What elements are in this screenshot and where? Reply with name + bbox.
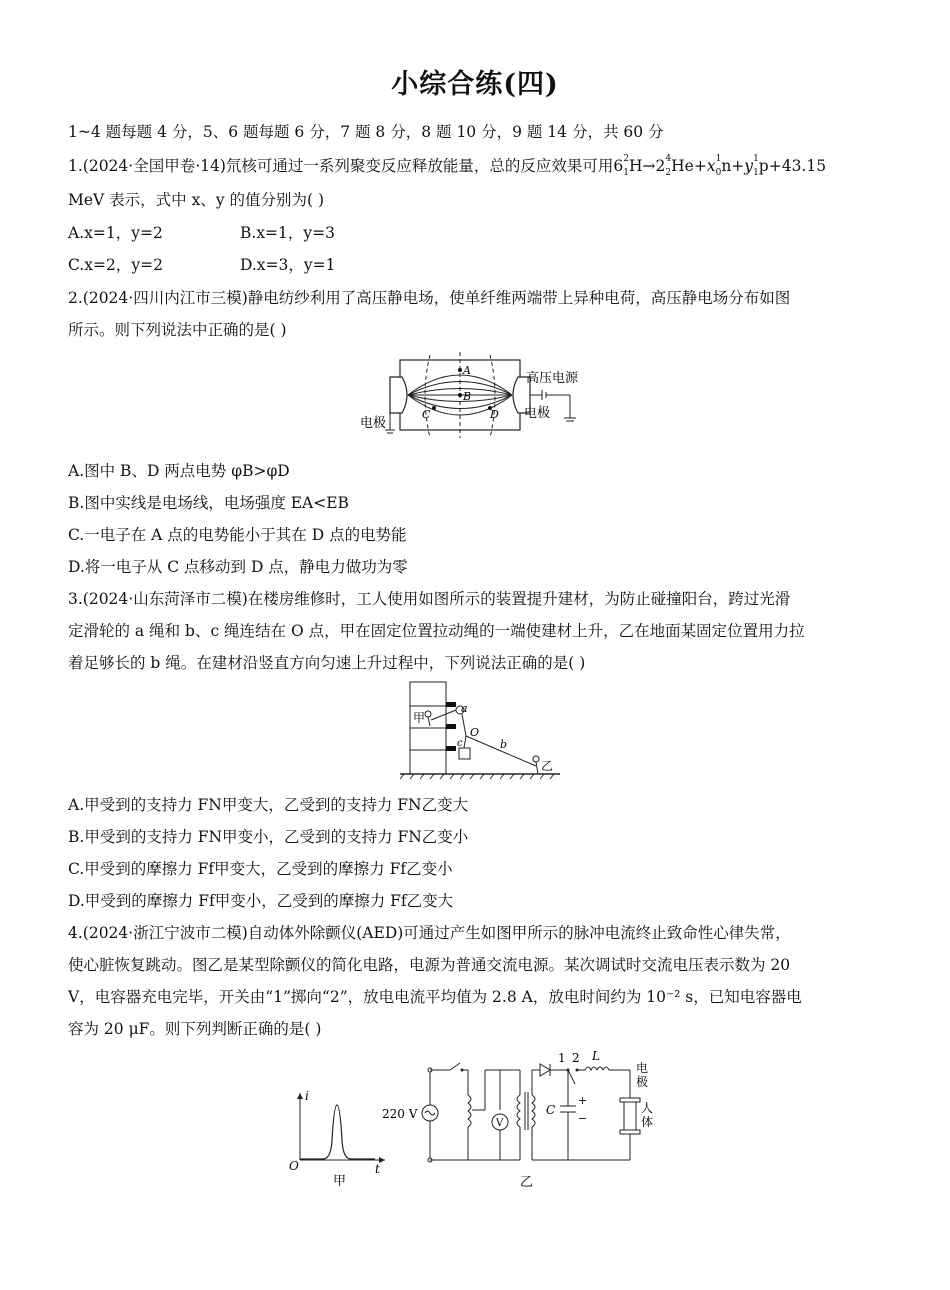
q1-prefix: 1.(2024·全国甲卷·14)氘核可通过一系列聚变反应释放能量，总的反应效果可用 <box>68 157 614 175</box>
q1-option-c[interactable]: C.x=2，y=2 <box>68 256 163 274</box>
pulse-current-figure <box>285 1085 395 1190</box>
q3-line2: 定滑轮的 a 绳和 b、c 绳连结在 O 点，甲在固定位置拉动绳的一端使建材上升，乙在地面某固定位置用力拉 <box>68 622 805 640</box>
fig-label-power: 高压电源 <box>526 371 579 386</box>
fig-label-c: c <box>457 738 463 749</box>
fig-label-yi: 乙 <box>520 1175 534 1190</box>
q1-option-a[interactable]: A.x=1，y=2 <box>68 224 163 242</box>
fig-label-C: C <box>546 1103 556 1117</box>
q4-line1: 4.(2024·浙江宁波市二模)自动体外除颤仪(AED)可通过产生如图甲所示的脉冲电流终止致命性心律失常， <box>68 924 791 942</box>
switch-label-1: 1 <box>558 1051 566 1065</box>
q1-line1 <box>68 156 826 183</box>
q1-option-b[interactable]: B.x=1，y=3 <box>240 224 336 242</box>
fig-label-A: A <box>463 364 471 377</box>
fig-label-B: B <box>463 390 472 403</box>
fig-label-jia: 甲 <box>413 711 426 725</box>
fig-label-electrode-1: 电 <box>636 1061 649 1075</box>
q2-line1: 2.(2024·四川内江市三模)静电纺纱利用了高压静电场，使单纤维两端带上异种电荷，高压静电场分布如图 <box>68 289 791 307</box>
q4-line4: 容为 20 μF。则下列判断正确的是( ) <box>68 1020 322 1038</box>
fig-label-jia: 甲 <box>333 1174 347 1189</box>
q1-equation: $6_1$ 2 $H\to 2_2$ 4 $He+x_0$ 1 $n+y_1$ 1 p+43.15 <box>613 154 827 178</box>
fig-label-body-1: 人 <box>641 1101 654 1115</box>
q3-option-a[interactable]: A.甲受到的支持力 FN甲变大，乙受到的支持力 FN乙变大 <box>68 796 469 814</box>
fig-label-b: b <box>500 738 508 751</box>
building-pulley-figure <box>400 680 560 780</box>
q2-option-b[interactable]: B.图中实线是电场线，电场强度 EA<EB <box>68 494 349 512</box>
axis-label-i: i <box>305 1089 309 1103</box>
fig-label-220v: 220 V <box>382 1107 418 1121</box>
q2-option-d[interactable]: D.将一电子从 C 点移动到 D 点，静电力做功为零 <box>68 558 408 576</box>
cap-plus: + <box>578 1094 588 1107</box>
electrostatic-field-figure <box>350 350 600 440</box>
q4-line3: V，电容器充电完毕，开关由“1”掷向“2”，放电电流平均值为 2.8 A，放电时间约为 10⁻² s，已知电容器电 <box>68 988 802 1006</box>
page-title: 小综合练(四) <box>391 69 559 100</box>
q3-line1: 3.(2024·山东菏泽市二模)在楼房维修时，工人使用如图所示的装置提升建材，为防止碰撞阳台，跨过光滑 <box>68 590 791 608</box>
fig-label-electrode-2: 极 <box>636 1075 649 1089</box>
fig-label-yi: 乙 <box>541 759 554 773</box>
fig-label-D: D <box>490 408 499 421</box>
fig-label-a: a <box>461 702 468 715</box>
q3-option-b[interactable]: B.甲受到的支持力 FN甲变小，乙受到的支持力 FN乙变小 <box>68 828 469 846</box>
voltmeter-label: V <box>496 1118 504 1129</box>
fig-label-L: L <box>592 1050 600 1063</box>
score-intro: 1~4 题每题 4 分，5、6 题每题 6 分，7 题 8 分，8 题 10 分，9 题 14 分，共 60 分 <box>68 123 664 141</box>
q2-option-c[interactable]: C.一电子在 A 点的电势能小于其在 D 点的电势能 <box>68 526 407 544</box>
q4-line2: 使心脏恢复跳动。图乙是某型除颤仪的简化电路，电源为普通交流电源。某次调试时交流电压表示数为 20 <box>68 956 791 974</box>
q2-option-a[interactable]: A.图中 B、D 两点电势 φB>φD <box>68 462 290 480</box>
axis-label-origin: O <box>289 1159 299 1173</box>
cap-minus: − <box>578 1112 588 1125</box>
switch-label-2: 2 <box>572 1051 580 1065</box>
q3-option-d[interactable]: D.甲受到的摩擦力 Ff甲变小，乙受到的摩擦力 Ff乙变大 <box>68 892 454 910</box>
fig-label-body-2: 体 <box>641 1115 654 1129</box>
q3-line3: 着足够长的 b 绳。在建材沿竖直方向匀速上升过程中，下列说法正确的是( ) <box>68 654 586 672</box>
fig-label-right-electrode: 电极 <box>524 406 551 421</box>
q2-line2: 所示。则下列说法中正确的是( ) <box>68 321 287 339</box>
fig-label-O: O <box>470 726 480 739</box>
q1-option-d[interactable]: D.x=3，y=1 <box>240 256 336 274</box>
axis-label-t: t <box>375 1162 380 1176</box>
fig-label-left-electrode: 电极 <box>360 416 387 431</box>
q3-option-c[interactable]: C.甲受到的摩擦力 Ff甲变大，乙受到的摩擦力 Ff乙变小 <box>68 860 453 878</box>
aed-circuit-figure <box>380 1050 670 1190</box>
fig-label-C: C <box>422 408 431 421</box>
q1-line2: MeV 表示，式中 x、y 的值分别为( ) <box>68 191 325 209</box>
